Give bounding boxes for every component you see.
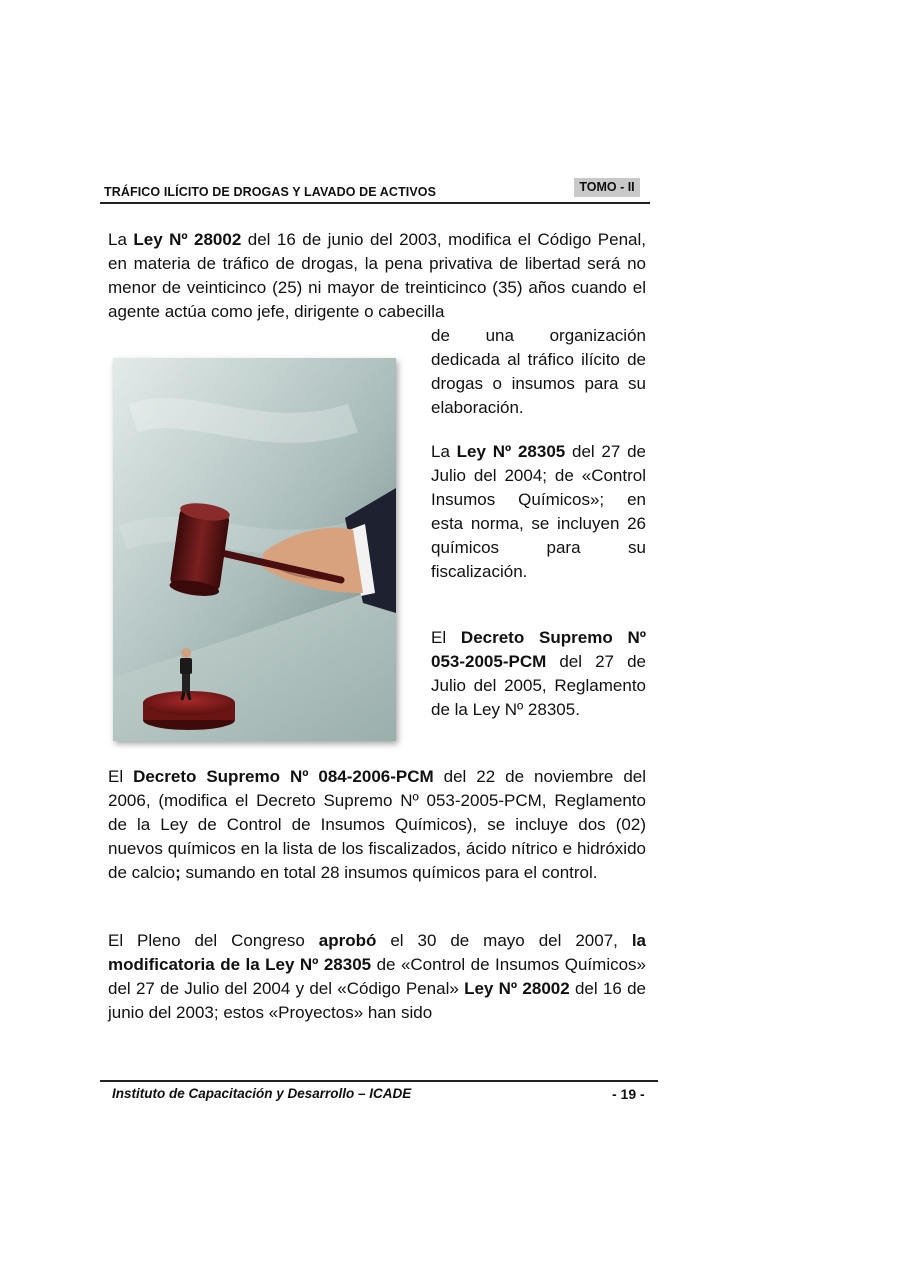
bold-run: aprobó — [318, 931, 377, 950]
bold-run: la modificatoria de la Ley Nº 28305 — [108, 931, 646, 974]
text-run: El — [431, 628, 461, 647]
text-run: sumando en total 28 insumos químicos para el control. — [180, 863, 598, 882]
header-divider — [100, 202, 650, 204]
paragraph-ley-28002-continuation: de una organización dedicada al tráfico ilícito de drogas o insumos para su elaboración. — [431, 326, 646, 417]
paragraph-pleno-congreso — [108, 929, 646, 1025]
paragraph-ds-084-2006 — [108, 765, 646, 885]
bold-run: Ley Nº 28002 — [464, 979, 570, 998]
bold-run: Decreto Supremo Nº 053-2005-PCM — [431, 628, 646, 671]
text-run: La — [431, 442, 457, 461]
text-run: La — [108, 230, 134, 249]
bold-run: Decreto Supremo Nº 084-2006-PCM — [133, 767, 434, 786]
bold-run: ; — [175, 863, 181, 882]
text-run: del 22 de noviembre del 2006, (modifica el Decreto Supremo Nº 053-2005-PCM, Reglamento de la Ley de Control de Insumos Químicos), se incluye dos (02) nuevos químicos en la lista de los fiscalizados, ácido nítrico e hidróxido de calcio — [108, 767, 647, 882]
running-header-title: TRÁFICO ILÍCITO DE DROGAS Y LAVADO DE ACTIVOS — [104, 185, 437, 199]
bold-run: Ley Nº 28305 — [456, 442, 566, 461]
text-run: del 16 de junio del 2003, modifica el Código Penal, en materia de tráfico de drogas, la pena privativa de libertad será no menor de veinticinco (25) ni mayor de treinticinco (35) años cuando el agente actúa como jefe, dirigente o cabecilla — [108, 230, 647, 321]
page-number: - 19 - — [612, 1086, 645, 1102]
text-run: del 27 de Julio del 2004; de «Control Insumos Químicos»; en esta norma, se incluyen 26 químicos para su fiscalización. — [431, 442, 646, 581]
paragraph-ds-053-2005 — [431, 626, 646, 722]
volume-badge: TOMO - II — [574, 178, 640, 197]
text-run: El — [108, 767, 134, 786]
text-run: El Pleno del Congreso — [108, 931, 319, 950]
footer-institution: Instituto de Capacitación y Desarrollo – ICADE — [112, 1086, 412, 1101]
footer-divider — [100, 1080, 658, 1082]
text-run: de «Control de Insumos Químicos» del 27 de Julio del 2004 y del «Código Penal» — [108, 955, 646, 998]
text-run: el 30 de mayo del 2007, — [376, 931, 632, 950]
gavel-illustration — [113, 358, 396, 741]
paragraph-ley-28305 — [431, 440, 646, 584]
gavel-illustration-svg — [113, 358, 396, 741]
paragraph-ley-28002 — [108, 228, 646, 324]
bold-run: Ley Nº 28002 — [133, 230, 242, 249]
text-run: del 16 de junio del 2003; estos «Proyectos» han sido — [108, 979, 646, 1022]
text-run: del 27 de Julio del 2005, Reglamento de la Ley Nº 28305. — [431, 652, 646, 719]
